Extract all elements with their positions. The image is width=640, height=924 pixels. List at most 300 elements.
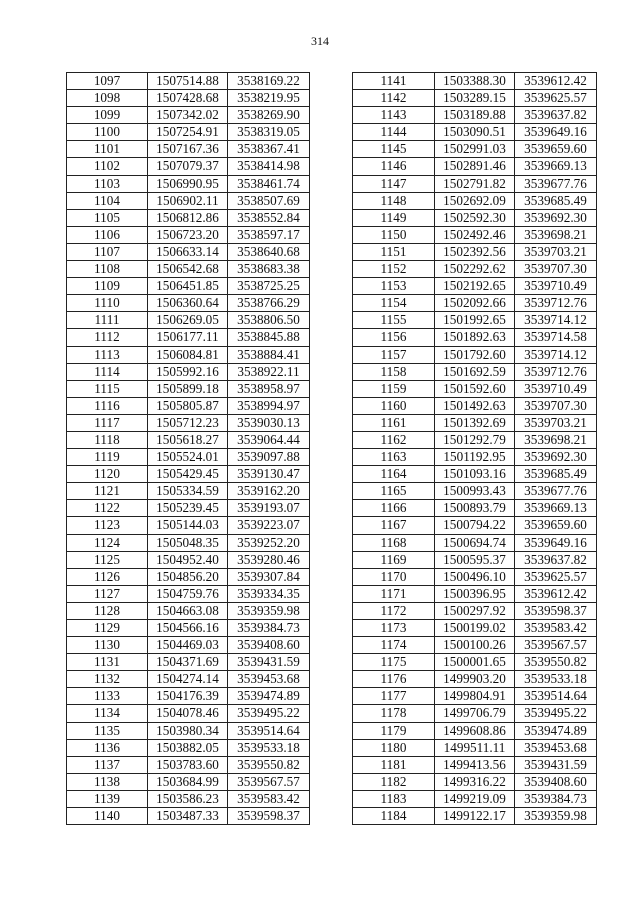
x-coordinate-cell: 1505805.87 xyxy=(148,397,228,414)
point-number-cell: 1180 xyxy=(353,739,435,756)
y-coordinate-cell: 3539698.21 xyxy=(515,431,597,448)
y-coordinate-cell: 3538169.22 xyxy=(228,73,310,90)
y-coordinate-cell: 3539408.60 xyxy=(515,773,597,790)
point-number-cell: 1133 xyxy=(67,688,148,705)
y-coordinate-cell: 3539714.12 xyxy=(515,312,597,329)
table-row xyxy=(353,261,597,278)
point-number-cell: 1152 xyxy=(353,261,435,278)
table-row xyxy=(353,722,597,739)
x-coordinate-cell: 1499511.11 xyxy=(435,739,515,756)
y-coordinate-cell: 3539431.59 xyxy=(228,654,310,671)
table-row xyxy=(67,141,310,158)
table-row xyxy=(67,773,310,790)
y-coordinate-cell: 3538640.68 xyxy=(228,243,310,260)
table-row xyxy=(353,739,597,756)
y-coordinate-cell: 3539453.68 xyxy=(515,739,597,756)
x-coordinate-cell: 1505048.35 xyxy=(148,534,228,551)
x-coordinate-cell: 1506902.11 xyxy=(148,192,228,209)
table-row xyxy=(353,790,597,807)
x-coordinate-cell: 1506177.11 xyxy=(148,329,228,346)
x-coordinate-cell: 1501192.95 xyxy=(435,449,515,466)
table-row xyxy=(67,295,310,312)
point-number-cell: 1172 xyxy=(353,602,435,619)
table-row xyxy=(353,808,597,825)
table-row xyxy=(353,671,597,688)
x-coordinate-cell: 1499804.91 xyxy=(435,688,515,705)
table-row xyxy=(353,73,597,90)
y-coordinate-cell: 3539625.57 xyxy=(515,90,597,107)
y-coordinate-cell: 3539714.58 xyxy=(515,329,597,346)
table-row xyxy=(353,756,597,773)
x-coordinate-cell: 1500396.95 xyxy=(435,585,515,602)
table-row xyxy=(353,414,597,431)
y-coordinate-cell: 3539637.82 xyxy=(515,107,597,124)
point-number-cell: 1183 xyxy=(353,790,435,807)
point-number-cell: 1128 xyxy=(67,602,148,619)
x-coordinate-cell: 1503684.99 xyxy=(148,773,228,790)
table-row xyxy=(353,534,597,551)
x-coordinate-cell: 1505239.45 xyxy=(148,500,228,517)
table-row xyxy=(353,124,597,141)
point-number-cell: 1120 xyxy=(67,466,148,483)
table-row xyxy=(67,380,310,397)
point-number-cell: 1174 xyxy=(353,637,435,654)
point-number-cell: 1110 xyxy=(67,295,148,312)
x-coordinate-cell: 1501992.65 xyxy=(435,312,515,329)
x-coordinate-cell: 1506723.20 xyxy=(148,226,228,243)
y-coordinate-cell: 3539712.76 xyxy=(515,363,597,380)
table-row xyxy=(67,431,310,448)
y-coordinate-cell: 3539567.57 xyxy=(228,773,310,790)
y-coordinate-cell: 3539612.42 xyxy=(515,585,597,602)
x-coordinate-cell: 1507342.02 xyxy=(148,107,228,124)
point-number-cell: 1109 xyxy=(67,278,148,295)
y-coordinate-cell: 3538884.41 xyxy=(228,346,310,363)
table-row xyxy=(67,620,310,637)
x-coordinate-cell: 1502092.66 xyxy=(435,295,515,312)
y-coordinate-cell: 3539030.13 xyxy=(228,414,310,431)
table-row xyxy=(353,654,597,671)
x-coordinate-cell: 1501692.59 xyxy=(435,363,515,380)
x-coordinate-cell: 1502592.30 xyxy=(435,209,515,226)
x-coordinate-cell: 1499219.09 xyxy=(435,790,515,807)
y-coordinate-cell: 3539583.42 xyxy=(228,790,310,807)
table-row xyxy=(353,158,597,175)
x-coordinate-cell: 1502392.56 xyxy=(435,243,515,260)
y-coordinate-cell: 3539598.37 xyxy=(228,808,310,825)
x-coordinate-cell: 1504663.08 xyxy=(148,602,228,619)
y-coordinate-cell: 3538597.17 xyxy=(228,226,310,243)
x-coordinate-cell: 1505618.27 xyxy=(148,431,228,448)
table-row xyxy=(353,243,597,260)
x-coordinate-cell: 1499903.20 xyxy=(435,671,515,688)
table-row xyxy=(67,688,310,705)
table-row xyxy=(67,90,310,107)
table-row xyxy=(353,312,597,329)
y-coordinate-cell: 3538958.97 xyxy=(228,380,310,397)
table-row xyxy=(67,756,310,773)
table-row xyxy=(67,705,310,722)
y-coordinate-cell: 3539307.84 xyxy=(228,568,310,585)
table-row xyxy=(67,790,310,807)
table-row xyxy=(67,346,310,363)
x-coordinate-cell: 1507514.88 xyxy=(148,73,228,90)
y-coordinate-cell: 3539252.20 xyxy=(228,534,310,551)
table-row xyxy=(353,466,597,483)
y-coordinate-cell: 3539384.73 xyxy=(228,620,310,637)
x-coordinate-cell: 1503388.30 xyxy=(435,73,515,90)
point-number-cell: 1143 xyxy=(353,107,435,124)
x-coordinate-cell: 1503783.60 xyxy=(148,756,228,773)
point-number-cell: 1142 xyxy=(353,90,435,107)
point-number-cell: 1148 xyxy=(353,192,435,209)
y-coordinate-cell: 3539612.42 xyxy=(515,73,597,90)
coordinates-table-left xyxy=(66,72,310,825)
table-row xyxy=(353,483,597,500)
x-coordinate-cell: 1506990.95 xyxy=(148,175,228,192)
table-row xyxy=(67,397,310,414)
point-number-cell: 1145 xyxy=(353,141,435,158)
point-number-cell: 1124 xyxy=(67,534,148,551)
y-coordinate-cell: 3539698.21 xyxy=(515,226,597,243)
x-coordinate-cell: 1504469.03 xyxy=(148,637,228,654)
x-coordinate-cell: 1504759.76 xyxy=(148,585,228,602)
point-number-cell: 1112 xyxy=(67,329,148,346)
y-coordinate-cell: 3539193.07 xyxy=(228,500,310,517)
y-coordinate-cell: 3539514.64 xyxy=(228,722,310,739)
x-coordinate-cell: 1500496.10 xyxy=(435,568,515,585)
point-number-cell: 1175 xyxy=(353,654,435,671)
point-number-cell: 1116 xyxy=(67,397,148,414)
x-coordinate-cell: 1506269.05 xyxy=(148,312,228,329)
point-number-cell: 1159 xyxy=(353,380,435,397)
point-number-cell: 1144 xyxy=(353,124,435,141)
table-row xyxy=(353,175,597,192)
y-coordinate-cell: 3539533.18 xyxy=(228,739,310,756)
y-coordinate-cell: 3539692.30 xyxy=(515,449,597,466)
x-coordinate-cell: 1506542.68 xyxy=(148,261,228,278)
y-coordinate-cell: 3539703.21 xyxy=(515,414,597,431)
x-coordinate-cell: 1500297.92 xyxy=(435,602,515,619)
x-coordinate-cell: 1499413.56 xyxy=(435,756,515,773)
y-coordinate-cell: 3539625.57 xyxy=(515,568,597,585)
x-coordinate-cell: 1506812.86 xyxy=(148,209,228,226)
y-coordinate-cell: 3539703.21 xyxy=(515,243,597,260)
table-row xyxy=(353,449,597,466)
table-row xyxy=(67,226,310,243)
x-coordinate-cell: 1502192.65 xyxy=(435,278,515,295)
x-coordinate-cell: 1507167.36 xyxy=(148,141,228,158)
y-coordinate-cell: 3539692.30 xyxy=(515,209,597,226)
y-coordinate-cell: 3539685.49 xyxy=(515,192,597,209)
table-row xyxy=(353,346,597,363)
x-coordinate-cell: 1506451.85 xyxy=(148,278,228,295)
point-number-cell: 1126 xyxy=(67,568,148,585)
point-number-cell: 1178 xyxy=(353,705,435,722)
table-row xyxy=(67,363,310,380)
x-coordinate-cell: 1502991.03 xyxy=(435,141,515,158)
x-coordinate-cell: 1500199.02 xyxy=(435,620,515,637)
table-row xyxy=(353,295,597,312)
table-row xyxy=(67,517,310,534)
point-number-cell: 1132 xyxy=(67,671,148,688)
point-number-cell: 1131 xyxy=(67,654,148,671)
table-row xyxy=(67,192,310,209)
point-number-cell: 1151 xyxy=(353,243,435,260)
y-coordinate-cell: 3539649.16 xyxy=(515,534,597,551)
point-number-cell: 1135 xyxy=(67,722,148,739)
x-coordinate-cell: 1500595.37 xyxy=(435,551,515,568)
y-coordinate-cell: 3538725.25 xyxy=(228,278,310,295)
x-coordinate-cell: 1504566.16 xyxy=(148,620,228,637)
point-number-cell: 1169 xyxy=(353,551,435,568)
y-coordinate-cell: 3538219.95 xyxy=(228,90,310,107)
table-row xyxy=(353,90,597,107)
y-coordinate-cell: 3538414.98 xyxy=(228,158,310,175)
y-coordinate-cell: 3539659.60 xyxy=(515,141,597,158)
y-coordinate-cell: 3539495.22 xyxy=(515,705,597,722)
x-coordinate-cell: 1499316.22 xyxy=(435,773,515,790)
point-number-cell: 1122 xyxy=(67,500,148,517)
y-coordinate-cell: 3538994.97 xyxy=(228,397,310,414)
point-number-cell: 1106 xyxy=(67,226,148,243)
x-coordinate-cell: 1505524.01 xyxy=(148,449,228,466)
x-coordinate-cell: 1504176.39 xyxy=(148,688,228,705)
x-coordinate-cell: 1507428.68 xyxy=(148,90,228,107)
x-coordinate-cell: 1500794.22 xyxy=(435,517,515,534)
y-coordinate-cell: 3538367.41 xyxy=(228,141,310,158)
y-coordinate-cell: 3539677.76 xyxy=(515,175,597,192)
y-coordinate-cell: 3539598.37 xyxy=(515,602,597,619)
table-row xyxy=(67,449,310,466)
table-row xyxy=(67,637,310,654)
x-coordinate-cell: 1503882.05 xyxy=(148,739,228,756)
point-number-cell: 1168 xyxy=(353,534,435,551)
table-row xyxy=(353,141,597,158)
point-number-cell: 1123 xyxy=(67,517,148,534)
y-coordinate-cell: 3539223.07 xyxy=(228,517,310,534)
x-coordinate-cell: 1501492.63 xyxy=(435,397,515,414)
table-row xyxy=(353,688,597,705)
table-row xyxy=(67,534,310,551)
x-coordinate-cell: 1502292.62 xyxy=(435,261,515,278)
table-row xyxy=(67,739,310,756)
table-row xyxy=(67,466,310,483)
table-row xyxy=(67,722,310,739)
x-coordinate-cell: 1503980.34 xyxy=(148,722,228,739)
coordinates-table-right xyxy=(352,72,597,825)
y-coordinate-cell: 3538922.11 xyxy=(228,363,310,380)
point-number-cell: 1098 xyxy=(67,90,148,107)
point-number-cell: 1130 xyxy=(67,637,148,654)
point-number-cell: 1177 xyxy=(353,688,435,705)
y-coordinate-cell: 3539707.30 xyxy=(515,261,597,278)
y-coordinate-cell: 3539649.16 xyxy=(515,124,597,141)
x-coordinate-cell: 1504952.40 xyxy=(148,551,228,568)
x-coordinate-cell: 1505334.59 xyxy=(148,483,228,500)
x-coordinate-cell: 1504371.69 xyxy=(148,654,228,671)
y-coordinate-cell: 3538461.74 xyxy=(228,175,310,192)
point-number-cell: 1134 xyxy=(67,705,148,722)
table-row xyxy=(353,107,597,124)
y-coordinate-cell: 3539707.30 xyxy=(515,397,597,414)
table-row xyxy=(353,517,597,534)
point-number-cell: 1105 xyxy=(67,209,148,226)
point-number-cell: 1125 xyxy=(67,551,148,568)
x-coordinate-cell: 1501592.60 xyxy=(435,380,515,397)
point-number-cell: 1170 xyxy=(353,568,435,585)
table-row xyxy=(67,107,310,124)
point-number-cell: 1156 xyxy=(353,329,435,346)
point-number-cell: 1155 xyxy=(353,312,435,329)
x-coordinate-cell: 1502791.82 xyxy=(435,175,515,192)
point-number-cell: 1118 xyxy=(67,431,148,448)
y-coordinate-cell: 3539474.89 xyxy=(228,688,310,705)
point-number-cell: 1113 xyxy=(67,346,148,363)
x-coordinate-cell: 1501292.79 xyxy=(435,431,515,448)
point-number-cell: 1173 xyxy=(353,620,435,637)
x-coordinate-cell: 1506633.14 xyxy=(148,243,228,260)
x-coordinate-cell: 1500993.43 xyxy=(435,483,515,500)
table-row xyxy=(353,278,597,295)
x-coordinate-cell: 1502891.46 xyxy=(435,158,515,175)
table-row xyxy=(67,175,310,192)
point-number-cell: 1158 xyxy=(353,363,435,380)
point-number-cell: 1165 xyxy=(353,483,435,500)
table-row xyxy=(67,654,310,671)
y-coordinate-cell: 3538845.88 xyxy=(228,329,310,346)
table-row xyxy=(353,226,597,243)
point-number-cell: 1146 xyxy=(353,158,435,175)
x-coordinate-cell: 1502492.46 xyxy=(435,226,515,243)
table-row xyxy=(353,500,597,517)
y-coordinate-cell: 3538552.84 xyxy=(228,209,310,226)
y-coordinate-cell: 3539677.76 xyxy=(515,483,597,500)
point-number-cell: 1097 xyxy=(67,73,148,90)
point-number-cell: 1102 xyxy=(67,158,148,175)
point-number-cell: 1153 xyxy=(353,278,435,295)
table-row xyxy=(67,808,310,825)
point-number-cell: 1103 xyxy=(67,175,148,192)
table-row xyxy=(67,483,310,500)
point-number-cell: 1129 xyxy=(67,620,148,637)
table-row xyxy=(67,329,310,346)
x-coordinate-cell: 1503189.88 xyxy=(435,107,515,124)
y-coordinate-cell: 3539474.89 xyxy=(515,722,597,739)
x-coordinate-cell: 1505712.23 xyxy=(148,414,228,431)
table-row xyxy=(67,261,310,278)
table-row xyxy=(353,705,597,722)
x-coordinate-cell: 1499706.79 xyxy=(435,705,515,722)
table-row xyxy=(67,568,310,585)
point-number-cell: 1140 xyxy=(67,808,148,825)
point-number-cell: 1179 xyxy=(353,722,435,739)
table-row xyxy=(67,551,310,568)
point-number-cell: 1111 xyxy=(67,312,148,329)
table-row xyxy=(353,209,597,226)
x-coordinate-cell: 1505429.45 xyxy=(148,466,228,483)
y-coordinate-cell: 3538806.50 xyxy=(228,312,310,329)
point-number-cell: 1163 xyxy=(353,449,435,466)
x-coordinate-cell: 1499608.86 xyxy=(435,722,515,739)
table-row xyxy=(67,158,310,175)
table-row xyxy=(67,602,310,619)
x-coordinate-cell: 1501093.16 xyxy=(435,466,515,483)
table-row xyxy=(353,397,597,414)
point-number-cell: 1119 xyxy=(67,449,148,466)
point-number-cell: 1121 xyxy=(67,483,148,500)
y-coordinate-cell: 3539669.13 xyxy=(515,500,597,517)
x-coordinate-cell: 1504274.14 xyxy=(148,671,228,688)
y-coordinate-cell: 3539334.35 xyxy=(228,585,310,602)
table-row xyxy=(67,312,310,329)
x-coordinate-cell: 1507079.37 xyxy=(148,158,228,175)
point-number-cell: 1115 xyxy=(67,380,148,397)
point-number-cell: 1162 xyxy=(353,431,435,448)
point-number-cell: 1164 xyxy=(353,466,435,483)
y-coordinate-cell: 3539408.60 xyxy=(228,637,310,654)
x-coordinate-cell: 1500100.26 xyxy=(435,637,515,654)
y-coordinate-cell: 3539710.49 xyxy=(515,278,597,295)
y-coordinate-cell: 3539583.42 xyxy=(515,620,597,637)
x-coordinate-cell: 1503090.51 xyxy=(435,124,515,141)
y-coordinate-cell: 3539280.46 xyxy=(228,551,310,568)
point-number-cell: 1136 xyxy=(67,739,148,756)
y-coordinate-cell: 3539669.13 xyxy=(515,158,597,175)
x-coordinate-cell: 1504078.46 xyxy=(148,705,228,722)
table-row xyxy=(67,414,310,431)
y-coordinate-cell: 3539130.47 xyxy=(228,466,310,483)
table-row xyxy=(353,329,597,346)
y-coordinate-cell: 3539550.82 xyxy=(515,654,597,671)
y-coordinate-cell: 3539064.44 xyxy=(228,431,310,448)
table-row xyxy=(353,363,597,380)
point-number-cell: 1100 xyxy=(67,124,148,141)
y-coordinate-cell: 3539685.49 xyxy=(515,466,597,483)
table-row xyxy=(353,773,597,790)
x-coordinate-cell: 1505144.03 xyxy=(148,517,228,534)
table-row xyxy=(353,380,597,397)
y-coordinate-cell: 3539431.59 xyxy=(515,756,597,773)
y-coordinate-cell: 3539097.88 xyxy=(228,449,310,466)
point-number-cell: 1104 xyxy=(67,192,148,209)
table-row xyxy=(67,243,310,260)
table-row xyxy=(67,500,310,517)
point-number-cell: 1171 xyxy=(353,585,435,602)
point-number-cell: 1139 xyxy=(67,790,148,807)
y-coordinate-cell: 3539710.49 xyxy=(515,380,597,397)
point-number-cell: 1114 xyxy=(67,363,148,380)
y-coordinate-cell: 3538269.90 xyxy=(228,107,310,124)
x-coordinate-cell: 1503289.15 xyxy=(435,90,515,107)
table-row xyxy=(67,585,310,602)
point-number-cell: 1150 xyxy=(353,226,435,243)
x-coordinate-cell: 1503586.23 xyxy=(148,790,228,807)
table-row xyxy=(353,568,597,585)
point-number-cell: 1154 xyxy=(353,295,435,312)
point-number-cell: 1137 xyxy=(67,756,148,773)
x-coordinate-cell: 1503487.33 xyxy=(148,808,228,825)
x-coordinate-cell: 1506360.64 xyxy=(148,295,228,312)
x-coordinate-cell: 1499122.17 xyxy=(435,808,515,825)
y-coordinate-cell: 3538507.69 xyxy=(228,192,310,209)
point-number-cell: 1184 xyxy=(353,808,435,825)
y-coordinate-cell: 3539714.12 xyxy=(515,346,597,363)
point-number-cell: 1107 xyxy=(67,243,148,260)
point-number-cell: 1147 xyxy=(353,175,435,192)
point-number-cell: 1161 xyxy=(353,414,435,431)
y-coordinate-cell: 3539533.18 xyxy=(515,671,597,688)
